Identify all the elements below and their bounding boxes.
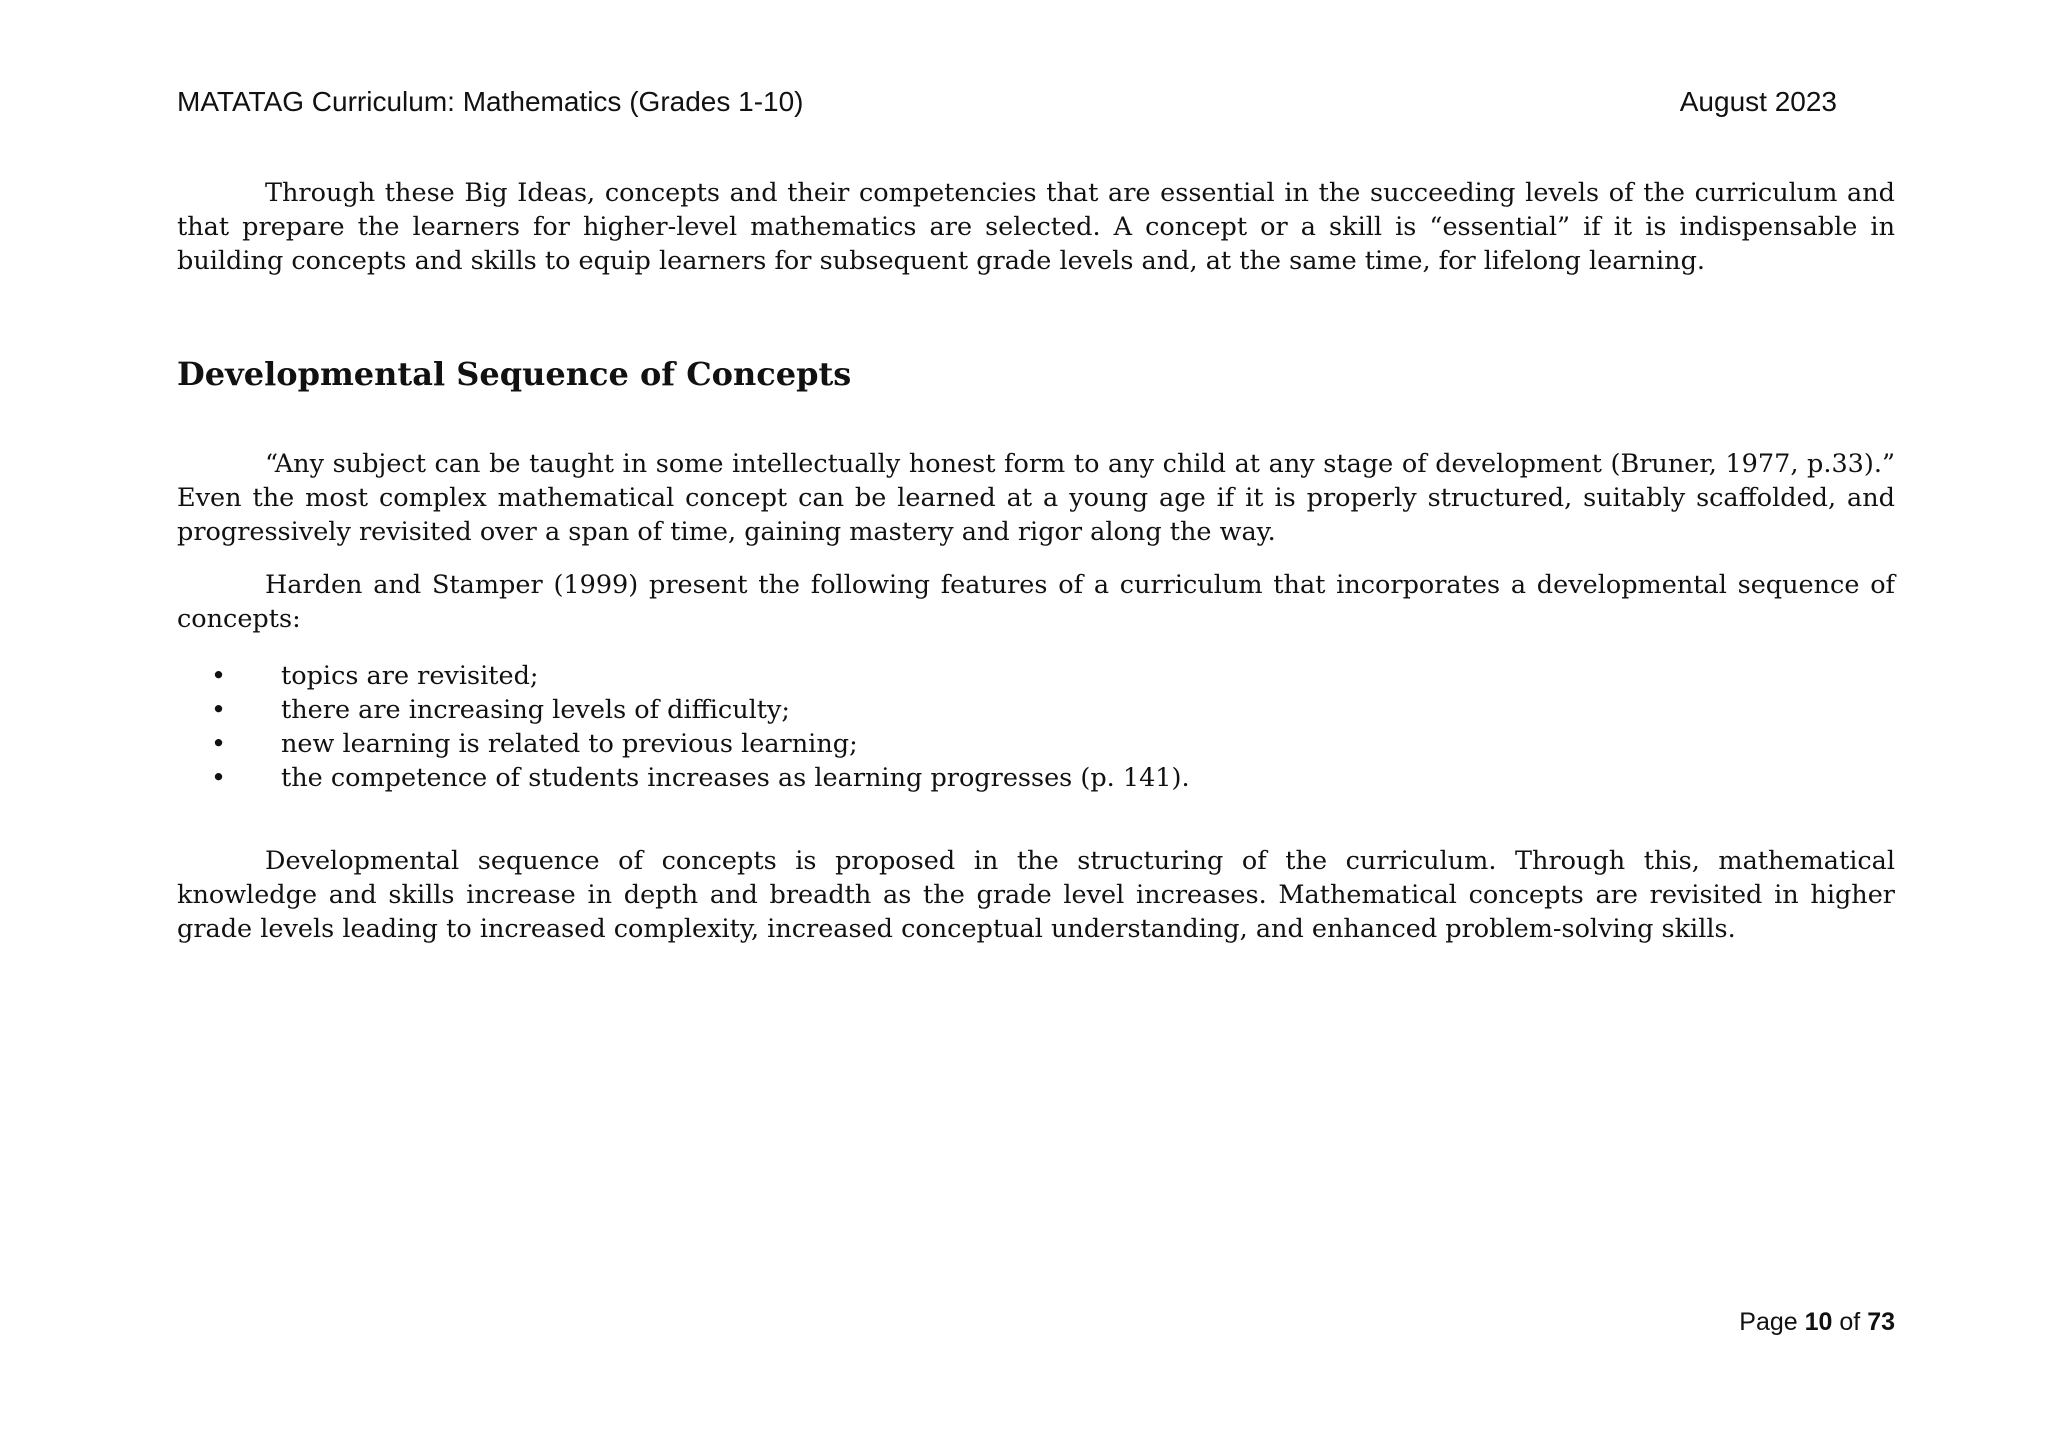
- list-item-text: there are increasing levels of difficulty;: [281, 695, 791, 725]
- header-title: MATATAG Curriculum: Mathematics (Grades 1-10): [177, 86, 804, 117]
- page-header: [177, 86, 1837, 126]
- closing-paragraph: Developmental sequence of concepts is proposed in the structuring of the curriculum. Through this, mathematical knowledge and skills increase in depth and breadth as the grade level increases. Mathematical concepts are revisited in higher grade levels leading to increased complexity, increased conceptual understanding, and enhanced problem-solving skills.: [177, 846, 1895, 944]
- bullet-icon: •: [211, 661, 227, 691]
- list-item: [177, 727, 1895, 761]
- total-pages: 73: [1867, 1308, 1895, 1336]
- bullet-icon: •: [211, 729, 227, 759]
- list-item: [177, 659, 1895, 693]
- list-item-text: the competence of students increases as learning progresses (p. 141).: [281, 763, 1190, 793]
- bruner-quote-paragraph: “Any subject can be taught in some intellectually honest form to any child at any stage of development (Bruner, 1977, p.33).” Even the most complex mathematical concept can be learned at a young age if it is properly structured, suitably scaffolded, and progressively revisited over a span of time, gaining mastery and rigor along the way.: [177, 449, 1895, 547]
- harden-stamper-paragraph: Harden and Stamper (1999) present the following features of a curriculum that incorporates a developmental sequence of concepts:: [177, 570, 1895, 634]
- current-page: 10: [1804, 1308, 1833, 1336]
- list-item: [177, 693, 1895, 727]
- page-number: [1739, 1308, 1895, 1337]
- list-item: [177, 761, 1895, 795]
- of-word: of: [1839, 1308, 1861, 1336]
- list-item-text: topics are revisited;: [281, 661, 539, 691]
- header-date: August 2023: [1679, 86, 1837, 117]
- section-heading: Developmental Sequence of Concepts: [177, 355, 852, 393]
- list-item-text: new learning is related to previous learning;: [281, 729, 858, 759]
- bullet-icon: •: [211, 695, 227, 725]
- page-word: Page: [1739, 1308, 1798, 1336]
- intro-paragraph: Through these Big Ideas, concepts and their competencies that are essential in the succeeding levels of the curriculum and that prepare the learners for higher-level mathematics are selected. A concept or a skill is “essential” if it is indispensable in building concepts and skills to equip learners for subsequent grade levels and, at the same time, for lifelong learning.: [177, 178, 1895, 276]
- bullet-icon: •: [211, 763, 227, 793]
- features-list: [177, 659, 1895, 795]
